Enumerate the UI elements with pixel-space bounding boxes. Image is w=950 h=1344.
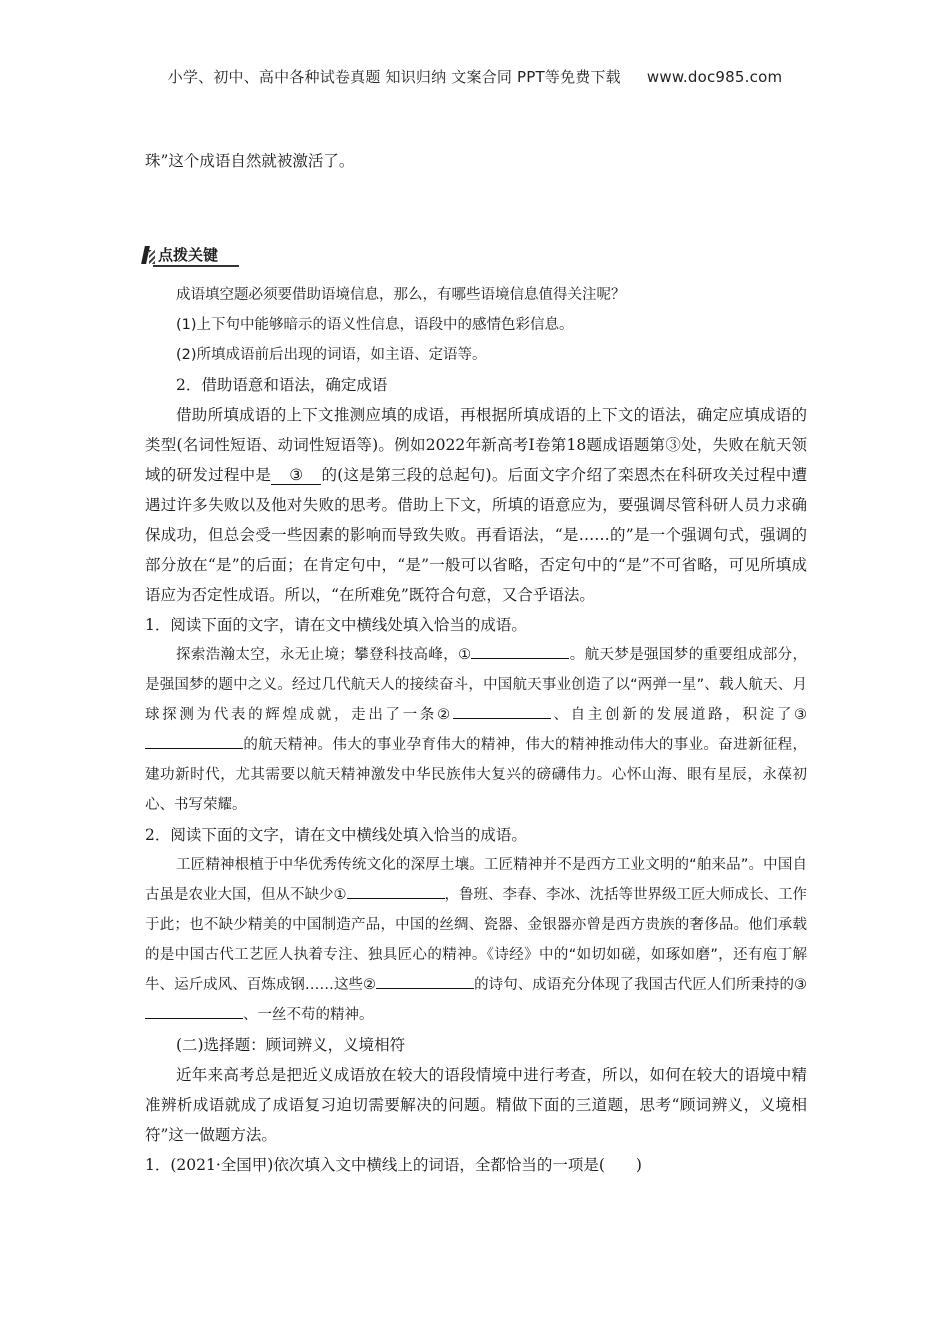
section-label: 点拨关键 — [158, 246, 219, 264]
point2-title: 2．借助语意和语法，确定成语 — [176, 376, 388, 394]
q1-blank-3 — [145, 748, 243, 749]
q1-text-1: 探索浩瀚太空，永无止境；攀登科技高峰，① — [176, 647, 472, 663]
block1-intro: 成语填空题必须要借助语境信息，那么，有哪些语境信息值得关注呢？ — [176, 287, 626, 303]
section-heading — [143, 244, 238, 266]
q1-blank-2 — [453, 718, 551, 719]
block1-item1: (1)上下句中能够暗示的语义性信息，语段中的感情色彩信息。 — [176, 317, 574, 333]
q2-passage — [145, 850, 807, 1030]
q1-text-3: 、自主创新的发展道路，积淀了③ — [550, 707, 808, 723]
part2-paragraph: 近年来高考总是把近义成语放在较大的语段情境中进行考查，所以，如何在较大的语境中精准辨析成语就成了成语复习迫切需要解决的问题。精做下面的三道题，思考“顾词辨义，义境相符”这一做题方法。 — [145, 1066, 807, 1144]
part2-title: (二)选择题：顾词辨义，义境相符 — [176, 1036, 406, 1054]
heading-underline — [153, 265, 239, 267]
q2-blank-3 — [145, 1018, 243, 1019]
q2-text-1: 工匠精神根植于中华优秀传统文化的深厚土壤。工匠精神并不是西方工业文明的“舶来品”。中国自古虽是农业大国，但从不缺少① — [145, 857, 807, 903]
point2-paragraph — [145, 400, 807, 610]
q2-text-2: ，鲁班、李春、李冰、沈括等世界级工匠大师成长、工作于此；也不缺少精美的中国制造产品，中国的丝绸、瓷器、金银器亦曾是西方贵族的奢侈品。他们承载的是中国古代工艺匠人执着专注、独具匠心的精神。《诗经》中的“如切如磋，如琢如磨”，还有庖丁解牛、运斤成风、百炼成钢……这些② — [145, 887, 807, 993]
point2-text-a: 借助所填成语的上下文推测应填的成语，再根据所填成语的上下文的语法，确定应填成语的类型(名词性短语、动词性短语等)。例如2022年新高考Ⅰ卷第18题成语题第③处，失败在航天领域的研发过程中是 — [145, 406, 807, 484]
q1-stem: 1．阅读下面的文字，请在文中横线处填入恰当的成语。 — [145, 616, 527, 634]
q1-text-4: 的航天精神。伟大的事业孕育伟大的精神，伟大的精神推动伟大的事业。奋进新征程，建功新时代，尤其需要以航天精神激发中华民族伟大复兴的磅礴伟力。心怀山海、眼有星辰，永葆初心、书写荣耀。 — [145, 737, 807, 813]
q2-stem: 2．阅读下面的文字，请在文中横线处填入恰当的成语。 — [145, 826, 527, 844]
q2-blank-1 — [347, 898, 445, 899]
header-url: www.doc985.com — [646, 68, 783, 86]
top-line: 珠”这个成语自然就被激活了。 — [145, 152, 355, 170]
part2-question-1: 1．(2021·全国甲)依次填入文中横线上的词语，全都恰当的一项是( ) — [145, 1156, 642, 1174]
q2-blank-2 — [376, 988, 474, 989]
block1-item2: (2)所填成语前后出现的词语，如主语、定语等。 — [176, 347, 487, 363]
q2-text-4: 、一丝不苟的精神。 — [243, 1007, 374, 1023]
q1-blank-1 — [471, 658, 569, 659]
blank-3: ③ — [271, 466, 321, 485]
main-content — [145, 280, 807, 1180]
q2-text-3: 的诗句、成语充分体现了我国古代匠人们所秉持的③ — [474, 977, 807, 993]
point2-text-b: 的(这是第三段的总起句)。后面文字介绍了栾恩杰在科研攻关过程中遭遇过许多失败以及他对失败的思考。借助上下文，所填的语意应为，要强调尽管科研人员力求确保成功，但总会受一些因素的影响而导致失败。再看语法，“是……的”是一个强调句式，强调的部分放在“是”的后面；在肯定句中，“是”一般可以省略，否定句中的“是”不可省略，可见所填成语应为否定性成语。所以，“在所难免”既符合句意，又合乎语法。 — [145, 466, 807, 604]
page-header — [0, 66, 950, 87]
continued-line — [145, 146, 807, 176]
q1-passage — [145, 640, 807, 820]
q1-text-2: 。航天梦是强国梦的重要组成部分，是强国梦的题中之义。经过几代航天人的接续奋斗，中国航天事业创造了以“两弹一星”、载人航天、月球探测为代表的辉煌成就，走出了一条② — [145, 647, 808, 723]
heading-hatch-icon — [149, 250, 155, 264]
header-text: 小学、初中、高中各种试卷真题 知识归纳 文案合同 PPT等免费下载 — [167, 68, 621, 86]
